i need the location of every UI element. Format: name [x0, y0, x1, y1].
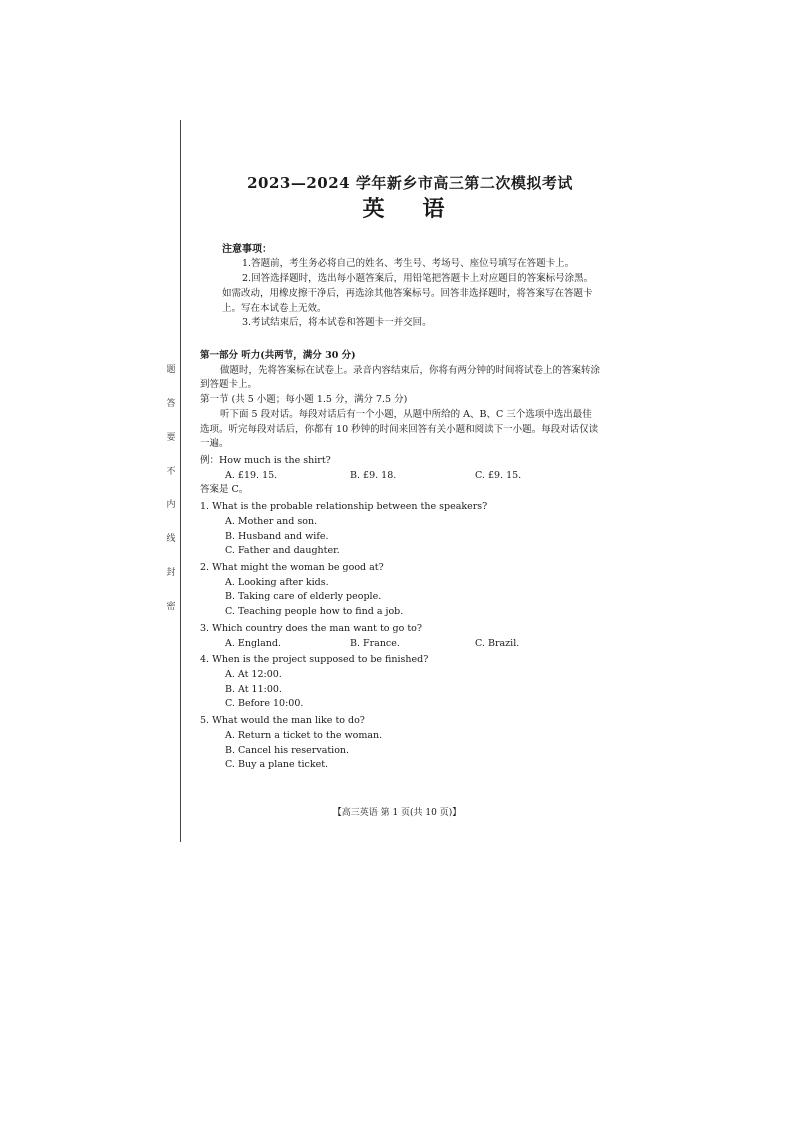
margin-char: 密 [166, 601, 176, 612]
notes [200, 242, 600, 331]
note-item: 1.答题前，考生务必将自己的姓名、考生号、考场号、座位号填写在答题卡上。 [242, 258, 575, 270]
example-options [200, 469, 600, 484]
example-answer: 答案是 C。 [200, 484, 249, 496]
option: B. £9. 18. [350, 469, 397, 481]
question-options [200, 637, 600, 652]
subject-title: 英语 [362, 196, 483, 223]
question: 1. What is the probable relationship between the speakers? [200, 501, 488, 513]
margin-char: 题 [166, 365, 176, 375]
option: A. £19. 15. [225, 469, 278, 481]
page-footer: 【高三英语 第 1 页(共 10 页)】 [332, 808, 462, 818]
option: C. Teaching people how to find a job. [225, 606, 404, 618]
option: A. Mother and son. [225, 515, 318, 527]
question: 4. When is the project supposed to be finished? [200, 654, 429, 666]
note-item: 3.考试结束后，将本试卷和答题卡一并交回。 [242, 317, 432, 329]
margin-char: 答 [166, 398, 176, 409]
exam-title: 2023—2024 学年新乡市高三第二次模拟考试 [247, 174, 573, 192]
note-item: 2.回答选择题时，选出每小题答案后，用铅笔把答题卡上对应题目的答案标号涂黑。如需改动，用橡皮擦干净后，再选涂其他答案标号。回答非选择题时，将答案写在答题卡上。写在本试卷上无效。 [222, 273, 594, 314]
margin-char: 封 [166, 568, 176, 579]
question: 2. What might the woman be good at? [200, 562, 384, 573]
option: A. Return a ticket to the woman. [225, 729, 383, 741]
binding-margin-text [163, 362, 179, 612]
option: B. France. [350, 637, 400, 649]
option: B. Taking care of elderly people. [225, 591, 382, 603]
option: C. Father and daughter. [225, 545, 340, 557]
section1-intro: 听下面 5 段对话。每段对话后有一个小题，从题中所给的 A、B、C 三个选项中选出最佳选项。听完每段对话后，你都有 10 秒钟的时间来回答有关小题和阅读下一小题。每段对话仅读一遍。 [200, 408, 599, 450]
option: C. Buy a plane ticket. [225, 759, 329, 771]
option: A. Looking after kids. [225, 576, 329, 588]
margin-char: 线 [166, 534, 176, 545]
section1-heading: 第一节 (共 5 小题；每小题 1.5 分，满分 7.5 分) [200, 394, 408, 406]
part1-intro: 做题时，先将答案标在试卷上。录音内容结束后，你将有两分钟的时间将试卷上的答案转涂到答题卡上。 [200, 364, 601, 391]
option: C. Before 10:00. [225, 698, 304, 710]
margin-char: 不 [166, 466, 176, 477]
example-question: 例：How much is the shirt? [200, 454, 331, 466]
binding-line [180, 120, 181, 842]
notes-heading: 注意事项： [222, 243, 272, 255]
question: 5. What would the man like to do? [200, 715, 365, 727]
option: A. At 12:00. [225, 669, 282, 681]
part1-heading: 第一部分 听力(共两节，满分 30 分) [200, 349, 356, 361]
option: A. England. [225, 637, 281, 649]
option: B. Cancel his reservation. [225, 744, 350, 756]
option: C. £9. 15. [475, 469, 522, 481]
option: B. At 11:00. [225, 683, 282, 695]
option: B. Husband and wife. [225, 530, 329, 542]
margin-char: 内 [166, 500, 176, 511]
exam-content [200, 172, 600, 773]
option: C. Brazil. [475, 637, 520, 649]
question: 3. Which country does the man want to go to? [200, 622, 422, 634]
margin-char: 要 [166, 432, 176, 443]
